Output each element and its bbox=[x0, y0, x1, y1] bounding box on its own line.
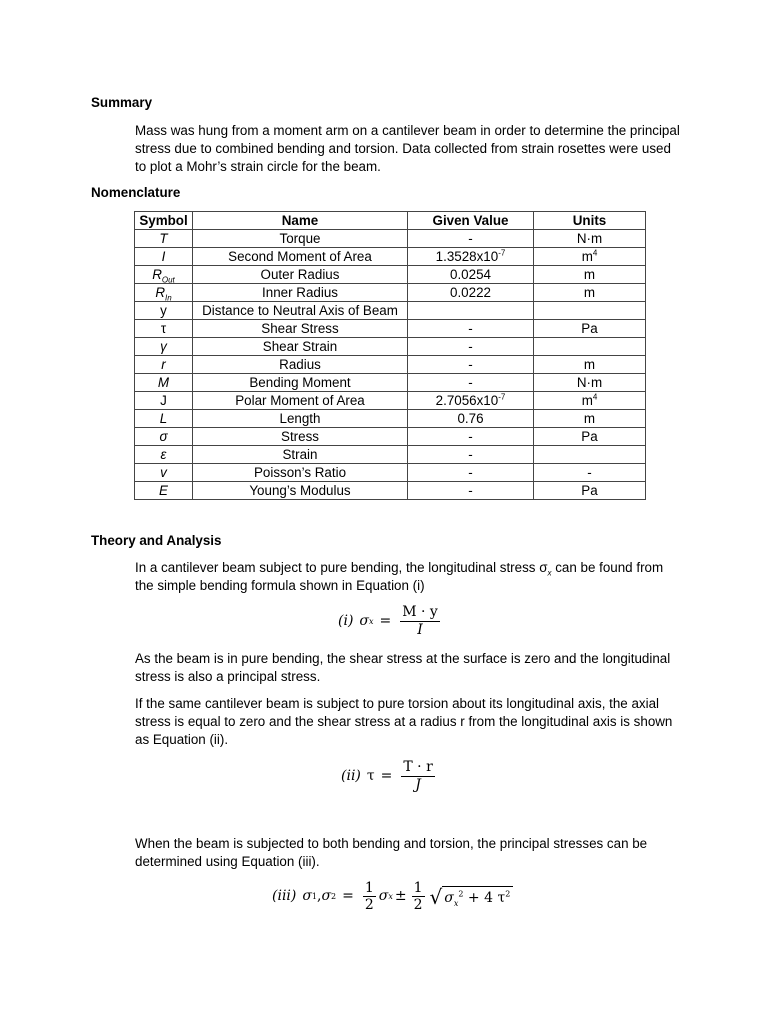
table-row bbox=[135, 392, 646, 410]
symbol-cell: T bbox=[135, 230, 193, 248]
theory-paragraph-2: As the beam is in pure bending, the shear stress at the surface is zero and the longitudinal stress is also a principal stress. bbox=[135, 651, 671, 685]
symbol-cell: y bbox=[135, 302, 193, 320]
given-value-cell: $2.7056x10^{-7}$ bbox=[408, 392, 534, 410]
table-row bbox=[135, 284, 646, 302]
symbol-cell: I bbox=[135, 248, 193, 266]
units-cell bbox=[534, 338, 646, 356]
symbol-cell: v bbox=[135, 464, 193, 482]
name-cell: Strain bbox=[193, 446, 408, 464]
given-value-cell: - bbox=[408, 230, 534, 248]
units-cell: $m^4$ bbox=[534, 248, 646, 266]
units-cell: N·m bbox=[534, 374, 646, 392]
equation-ii: (ii) τ = $\frac{T \cdot r}{J}$ bbox=[341, 759, 433, 793]
name-cell: Shear Strain bbox=[193, 338, 408, 356]
table-row bbox=[135, 266, 646, 284]
name-cell: Outer Radius bbox=[193, 266, 408, 284]
symbol-cell: σ bbox=[135, 428, 193, 446]
table-header-row bbox=[135, 212, 646, 230]
given-value-cell: - bbox=[408, 338, 534, 356]
table-row bbox=[135, 338, 646, 356]
symbol-cell: γ bbox=[135, 338, 193, 356]
name-cell: Second Moment of Area bbox=[193, 248, 408, 266]
table-row bbox=[135, 428, 646, 446]
given-value-cell: 0.76 bbox=[408, 410, 534, 428]
table-row bbox=[135, 302, 646, 320]
name-cell: Torque bbox=[193, 230, 408, 248]
symbol-cell: r bbox=[135, 356, 193, 374]
name-cell: Polar Moment of Area bbox=[193, 392, 408, 410]
table-row bbox=[135, 248, 646, 266]
name-cell: Distance to Neutral Axis of Beam bbox=[193, 302, 408, 320]
name-cell: Radius bbox=[193, 356, 408, 374]
given-value-cell: - bbox=[408, 446, 534, 464]
given-value-cell: - bbox=[408, 428, 534, 446]
table-row bbox=[135, 320, 646, 338]
given-value-cell: 0.0222 bbox=[408, 284, 534, 302]
symbol-cell: M bbox=[135, 374, 193, 392]
table-row bbox=[135, 482, 646, 500]
symbol-cell: ε bbox=[135, 446, 193, 464]
theory-paragraph-1: In a cantilever beam subject to pure bending, the longitudinal stress $\sigma_x$ can be found from the simple bending formula shown in Equation (i) bbox=[135, 560, 664, 594]
given-value-cell bbox=[408, 302, 534, 320]
summary-heading: Summary bbox=[91, 95, 153, 110]
fraction-half: $\frac{1}{2}$ bbox=[413, 880, 423, 913]
units-cell: m bbox=[534, 410, 646, 428]
fraction: $\frac{M \cdot y}{I}$ bbox=[402, 604, 438, 638]
nomenclature-heading: Nomenclature bbox=[91, 185, 181, 200]
table-row bbox=[135, 464, 646, 482]
given-value-cell: - bbox=[408, 464, 534, 482]
units-cell bbox=[534, 446, 646, 464]
given-value-cell: $1.3528x10^{-7}$ bbox=[408, 248, 534, 266]
given-value-cell: - bbox=[408, 356, 534, 374]
name-cell: Bending Moment bbox=[193, 374, 408, 392]
units-cell: Pa bbox=[534, 428, 646, 446]
table-row bbox=[135, 356, 646, 374]
units-cell: Pa bbox=[534, 482, 646, 500]
table-row bbox=[135, 374, 646, 392]
given-value-cell: 0.0254 bbox=[408, 266, 534, 284]
symbol-cell: J bbox=[135, 392, 193, 410]
table-row bbox=[135, 230, 646, 248]
name-cell: Inner Radius bbox=[193, 284, 408, 302]
header-units: Units bbox=[534, 212, 646, 230]
symbol-cell: $R_{In}$ bbox=[135, 284, 193, 302]
units-cell: N·m bbox=[534, 230, 646, 248]
units-cell: Pa bbox=[534, 320, 646, 338]
fraction: $\frac{T \cdot r}{J}$ bbox=[403, 759, 433, 793]
name-cell: Length bbox=[193, 410, 408, 428]
given-value-cell: - bbox=[408, 374, 534, 392]
table-body bbox=[135, 230, 646, 500]
units-cell bbox=[534, 302, 646, 320]
theory-paragraph-4: When the beam is subjected to both bending and torsion, the principal stresses can be determined using Equation (iii). bbox=[135, 836, 648, 870]
units-cell: m bbox=[534, 266, 646, 284]
header-symbol: Symbol bbox=[135, 212, 193, 230]
table-row bbox=[135, 410, 646, 428]
units-cell: m bbox=[534, 284, 646, 302]
symbol-cell: τ bbox=[135, 320, 193, 338]
symbol-cell: L bbox=[135, 410, 193, 428]
symbol-cell: E bbox=[135, 482, 193, 500]
given-value-cell: - bbox=[408, 482, 534, 500]
nomenclature-table bbox=[134, 211, 646, 500]
equation-iii: (iii) σ 1 , σ 2 = $\frac{1}{2}$ σ x ± $\frac{1}{2}$ √ $\sigma_x^2 + 4$ $\tau^2$ bbox=[272, 880, 513, 913]
theory-paragraph-3: If the same cantilever beam is subject to pure torsion about its longitudinal axis, the axial stress is equal to zero and the shear stress at a radius r from the longitudinal axis is shown as Equation (ii). bbox=[135, 696, 673, 748]
name-cell: Stress bbox=[193, 428, 408, 446]
given-value-cell: - bbox=[408, 320, 534, 338]
equation-i: (i) σ x = $\frac{M \cdot y}{I}$ bbox=[338, 604, 438, 638]
summary-paragraph: Mass was hung from a moment arm on a cantilever beam in order to determine the principal stress due to combined bending and torsion. Data collected from strain rosettes were used to plot a Mohr’s strain circle for the beam. bbox=[135, 123, 680, 175]
units-cell: m bbox=[534, 356, 646, 374]
name-cell: Shear Stress bbox=[193, 320, 408, 338]
header-name: Name bbox=[193, 212, 408, 230]
square-root: √ $\sigma_x^2 + 4$ $\tau^2$ bbox=[430, 886, 514, 908]
units-cell: $m^4$ bbox=[534, 392, 646, 410]
name-cell: Poisson’s Ratio bbox=[193, 464, 408, 482]
units-cell: - bbox=[534, 464, 646, 482]
name-cell: Young’s Modulus bbox=[193, 482, 408, 500]
table-row bbox=[135, 446, 646, 464]
header-given-value: Given Value bbox=[408, 212, 534, 230]
fraction-half: $\frac{1}{2}$ bbox=[364, 880, 374, 913]
theory-heading: Theory and Analysis bbox=[91, 533, 222, 548]
symbol-cell: $R_{Out}$ bbox=[135, 266, 193, 284]
